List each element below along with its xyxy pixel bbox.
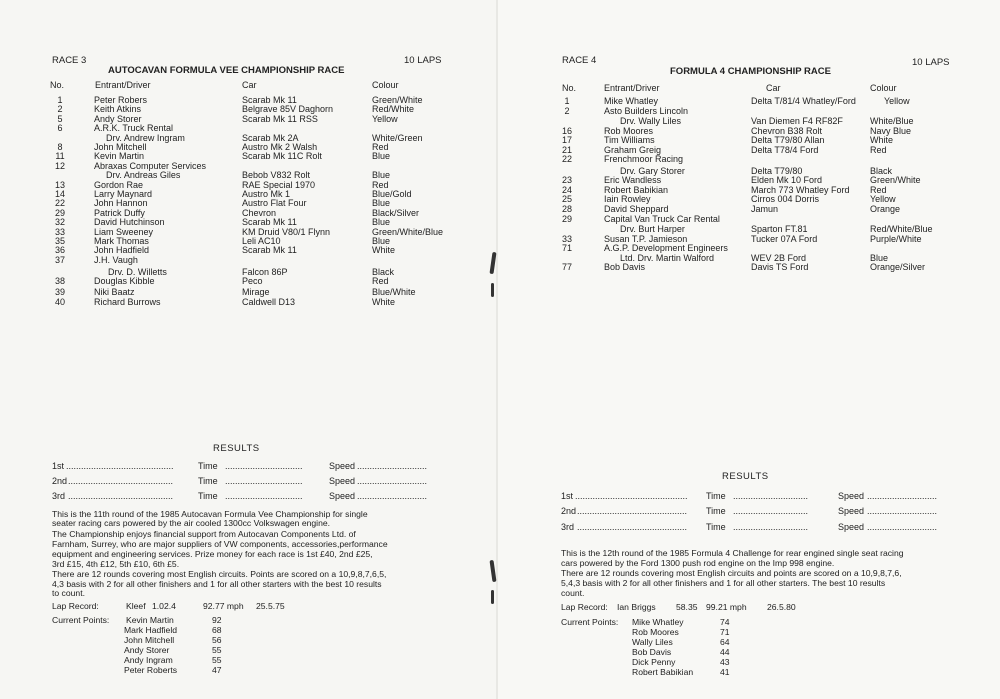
entry-colour: Yellow [884, 96, 910, 106]
lap-record-label: Lap Record: [52, 601, 99, 611]
entry-colour: Red [372, 276, 389, 287]
entry-colour: Red [372, 179, 389, 190]
result-time-label: Time [706, 522, 726, 532]
entry-no: 13 [54, 179, 65, 190]
result-time-field[interactable]: ............................... [225, 461, 303, 471]
entry-no: 33 [54, 226, 65, 237]
points-value: 55 [212, 645, 222, 655]
entry-car: Davis TS Ford [751, 262, 809, 273]
entry-entrant: Iain Rowley [604, 194, 651, 205]
entry-entrant: Susan T.P. Jamieson [604, 233, 688, 244]
result-speed-label: Speed [838, 522, 865, 532]
entry-entrant: John Mitchell [94, 142, 147, 152]
entry-colour: Black [870, 165, 893, 176]
lap-record-speed: 92.77 mph [203, 601, 244, 611]
entry-colour: Blue [372, 151, 391, 162]
points-value: 74 [720, 617, 730, 627]
entry-list [497, 96, 1000, 276]
points-value: 55 [212, 655, 222, 665]
entry-entrant: Capital Van Truck Car Rental [604, 213, 720, 224]
col-header-car: Car [766, 83, 781, 93]
entry-car: Bebob V832 Rolt [242, 170, 311, 181]
description-line: 5,4,3 basis with 2 for all other finishers and 1 for all other starters. The best 10 results [561, 578, 886, 588]
results-title: RESULTS [722, 471, 769, 482]
lap-record-driver: Ian Briggs [617, 602, 656, 612]
entry-row [497, 135, 1000, 145]
entry-car: Elden Mk 10 Ford [751, 175, 823, 186]
entry-entrant: Bob Davis [604, 262, 646, 273]
result-speed-label: Speed [838, 506, 865, 516]
entry-row [497, 116, 1000, 126]
entry-row [497, 106, 1000, 116]
points-label: Current Points: [561, 617, 619, 627]
entry-car: Austro Flat Four [242, 198, 307, 209]
description-line: equipment and engineering services. Prize money for each race is 1st £40, 2nd £25, [52, 549, 373, 559]
entry-list [0, 95, 497, 315]
entry-no: 40 [54, 296, 65, 307]
result-pos: 2nd [561, 506, 577, 516]
points-value: 44 [720, 647, 730, 657]
entry-no: 22 [561, 154, 572, 165]
entry-colour: Red [870, 184, 887, 195]
lap-record-driver: Kleef [126, 601, 146, 611]
entry-car: Scarab Mk 11C Rolt [242, 151, 322, 162]
entry-row [497, 234, 1000, 244]
entry-row [497, 96, 1000, 106]
entry-entrant: Douglas Kibble [94, 276, 155, 287]
points-name: John Mitchell [124, 635, 175, 645]
entry-no: 39 [54, 286, 65, 297]
points-value: 47 [212, 665, 222, 675]
entry-no: 29 [54, 207, 65, 218]
entry-entrant: Robert Babikian [604, 184, 669, 195]
entry-entrant: Niki Baatz [94, 286, 135, 297]
result-pos: 2nd [52, 476, 68, 486]
result-speed-label: Speed [329, 476, 356, 486]
entry-entrant: Abraxas Computer Services [94, 160, 207, 171]
result-time-field[interactable]: ............................... [225, 491, 303, 501]
entry-no: 1 [564, 96, 570, 106]
entry-colour: Blue/Gold [372, 189, 412, 199]
entry-car: March 773 Whatley Ford [751, 184, 850, 195]
entry-row [497, 166, 1000, 176]
result-time-label: Time [706, 506, 726, 516]
race-title: FORMULA 4 CHAMPIONSHIP RACE [670, 66, 831, 77]
points-name: Robert Babikian [632, 667, 694, 677]
description-line: 3rd £15, 4th £12, 5th £10, 6th £5. [52, 559, 180, 569]
entry-colour: Blue [372, 236, 391, 246]
entry-entrant: David Sheppard [604, 204, 669, 214]
description-line: seater racing cars powered by the air cooled 1300cc Volkswagen engine. [52, 518, 331, 528]
entry-entrant: Mike Whatley [604, 96, 659, 106]
result-name-field[interactable]: .......................................... [68, 491, 174, 501]
entry-entrant: Drv. Andreas Giles [106, 170, 181, 181]
entry-no: 33 [561, 233, 572, 244]
entry-entrant: Asto Builders Lincoln [604, 105, 689, 116]
entry-row [497, 154, 1000, 164]
entry-entrant: Tim Williams [604, 135, 655, 146]
description-line: cars powered by the Ford 1300 push rod engine on the Imp 998 engine. [561, 558, 835, 568]
result-time-label: Time [198, 491, 218, 501]
race-label: RACE 3 [52, 55, 87, 66]
entry-colour: Green/White [372, 95, 423, 105]
entry-no: 8 [57, 142, 63, 152]
entry-entrant: Drv. D. Willetts [108, 267, 167, 277]
entry-entrant: J.H. Vaugh [94, 254, 138, 265]
result-speed-label: Speed [329, 461, 356, 471]
points-name: Peter Roberts [124, 665, 178, 675]
entry-car: Chevron [242, 207, 277, 218]
entry-car: Delta T79/80 Allan [751, 135, 825, 146]
results-title: RESULTS [213, 443, 260, 454]
entry-entrant: Andy Storer [94, 113, 142, 124]
lap-record-date: 25.5.75 [256, 601, 285, 611]
points-value: 64 [720, 637, 730, 647]
entry-colour: Navy Blue [870, 125, 912, 136]
entry-no: 12 [54, 160, 65, 171]
entry-entrant: Graham Greig [604, 144, 662, 155]
entry-car: Mirage [242, 286, 270, 297]
entry-colour: Purple/White [870, 233, 922, 244]
entry-entrant: Drv. Gary Storer [620, 165, 685, 176]
entry-colour: Green/White [870, 175, 921, 186]
col-header-colour: Colour [372, 80, 399, 90]
description-line: There are 12 rounds covering most English circuits and points are scored on a 10,9,8,7,6, [561, 568, 902, 578]
entry-no: 17 [561, 135, 572, 146]
result-name-field[interactable]: ............................................ [577, 506, 688, 516]
entry-row [497, 262, 1000, 272]
points-value: 56 [212, 635, 222, 645]
entry-no: 38 [54, 276, 65, 287]
entry-car: Belgrave 85V Daghorn [242, 104, 334, 115]
entry-row [497, 224, 1000, 234]
entry-row [497, 214, 1000, 224]
points-name: Wally Liles [632, 637, 673, 647]
entry-car: WEV 2B Ford [751, 253, 807, 263]
entry-colour: Blue [870, 253, 889, 263]
entry-no: 16 [561, 125, 572, 136]
entry-row [0, 276, 497, 286]
entry-entrant: A.G.P. Development Engineers [604, 243, 728, 254]
entry-entrant: John Hannon [94, 198, 148, 209]
result-speed-field[interactable]: ............................ [357, 491, 428, 501]
entry-row [0, 255, 497, 265]
entry-no: 25 [561, 194, 572, 205]
entry-colour: Blue [372, 198, 391, 209]
description-line: This is the 12th round of the 1985 Formula 4 Challenge for rear engined single seat racing [561, 548, 904, 558]
points-value: 41 [720, 667, 730, 677]
col-header-car: Car [242, 80, 257, 90]
description-line: The Championship enjoys financial support from Autocavan Components Ltd. of [52, 529, 356, 539]
entry-car: Delta T78/4 Ford [751, 144, 819, 155]
entry-colour: Red [870, 144, 887, 155]
entry-no: 2 [564, 105, 570, 116]
lap-record-label: Lap Record: [561, 602, 608, 612]
entry-no: 22 [54, 198, 65, 209]
entry-colour: Black [372, 267, 395, 277]
entry-entrant: A.R.K. Truck Rental [94, 123, 174, 134]
entry-colour: Blue [372, 170, 391, 181]
entry-car: Scarab Mk 11 [242, 245, 297, 256]
points-name: Mike Whatley [632, 617, 684, 627]
points-name: Dick Penny [632, 657, 676, 667]
entry-car: Falcon 86P [242, 267, 288, 277]
entry-no: 35 [54, 236, 65, 246]
col-header-colour: Colour [870, 83, 897, 93]
entry-entrant: Ltd. Drv. Martin Walford [620, 253, 715, 263]
result-speed-field[interactable]: ............................ [357, 461, 428, 471]
result-pos: 3rd [52, 491, 66, 501]
result-name-field[interactable]: ........................................... [66, 461, 174, 471]
entry-car: Tucker 07A Ford [751, 233, 818, 244]
result-time-field[interactable]: ............................... [225, 476, 303, 486]
entry-entrant: Kevin Martin [94, 151, 145, 162]
entry-car: Peco [242, 276, 263, 287]
entry-no: 37 [54, 254, 65, 265]
entry-row [497, 243, 1000, 253]
entry-entrant: Gordon Rae [94, 179, 144, 190]
entry-car: Leli AC10 [242, 236, 281, 246]
entry-no: 23 [561, 175, 572, 186]
entry-entrant: Liam Sweeney [94, 226, 154, 237]
laps-label: 10 LAPS [912, 57, 950, 68]
entry-no: 71 [561, 243, 572, 254]
entry-row [0, 297, 497, 307]
lap-record-time: 58.35 [676, 602, 698, 612]
entry-no: 29 [561, 213, 572, 224]
points-value: 92 [212, 615, 222, 625]
result-speed-label: Speed [838, 491, 865, 501]
lap-record-date: 26.5.80 [767, 602, 796, 612]
points-name: Bob Davis [632, 647, 672, 657]
entry-no: 32 [54, 217, 65, 228]
points-name: Kevin Martin [126, 615, 174, 625]
entry-colour: Orange/Silver [870, 262, 926, 273]
lap-record-speed: 99.21 mph [706, 602, 747, 612]
points-name: Mark Hadfield [124, 625, 178, 635]
entry-no: 21 [561, 144, 572, 155]
entry-entrant: Frenchmoor Racing [604, 154, 684, 165]
entry-colour: White [870, 135, 894, 146]
result-name-field[interactable]: ............................................ [577, 522, 688, 532]
col-header-no: No. [50, 80, 65, 90]
description-line: Farnham, Surrey, who are major suppliers of VW components, accessories,performance [52, 539, 388, 549]
entry-car: Caldwell D13 [242, 296, 296, 307]
entry-no: 14 [54, 189, 65, 199]
laps-label: 10 LAPS [404, 55, 442, 66]
entry-colour: Orange [870, 204, 901, 214]
points-value: 43 [720, 657, 730, 667]
entry-car: Scarab Mk 11 [242, 95, 297, 105]
description-line: 4,3 basis with 2 for all other finishers and 1 for all other starters with the best 10 results [52, 579, 382, 589]
entry-car: Delta T79/80 [751, 165, 803, 176]
result-time-field[interactable]: .............................. [733, 506, 809, 516]
entry-entrant: Keith Atkins [94, 104, 142, 115]
entry-colour: White [372, 296, 396, 307]
entry-row [497, 185, 1000, 195]
entry-colour: Red/White [372, 104, 415, 115]
points-name: Rob Moores [632, 627, 679, 637]
entry-no: 6 [57, 123, 63, 134]
description-line: count. [561, 588, 585, 598]
entry-row [497, 145, 1000, 155]
entry-row [0, 287, 497, 297]
entry-entrant: John Hadfield [94, 245, 150, 256]
entry-no: 24 [561, 184, 572, 195]
col-header-entrant: Entrant/Driver [95, 80, 151, 90]
points-name: Andy Ingram [124, 655, 173, 665]
result-name-field[interactable]: ............................................. [575, 491, 688, 501]
entry-colour: White/Green [372, 132, 423, 143]
entry-entrant: Mark Thomas [94, 236, 149, 246]
entry-row [497, 204, 1000, 214]
entry-no: 36 [54, 245, 65, 256]
race-label: RACE 4 [562, 55, 597, 66]
entry-entrant: Larry Maynard [94, 189, 153, 199]
result-speed-field[interactable]: ............................ [867, 506, 938, 516]
entry-car: Austro Mk 1 [242, 189, 291, 199]
description-line: This is the 11th round of the 1985 Autocavan Formula Vee Championship for single [52, 509, 368, 519]
entry-colour: Blue/White [372, 286, 416, 297]
description-line: There are 12 rounds covering most English circuits. Points are scored on a 10,9,8,7,6,5, [52, 569, 387, 579]
entry-entrant: Drv. Burt Harper [620, 224, 685, 234]
result-speed-field[interactable]: ............................ [357, 476, 428, 486]
entry-no: 77 [561, 262, 572, 273]
race-title: AUTOCAVAN FORMULA VEE CHAMPIONSHIP RACE [108, 65, 345, 76]
entry-colour: Yellow [870, 194, 896, 205]
entry-car: Austro Mk 2 Walsh [242, 142, 318, 152]
entry-entrant: Drv. Wally Liles [620, 116, 682, 126]
result-pos: 1st [52, 461, 65, 471]
entry-car: Jamun [751, 204, 779, 214]
entry-entrant: Eric Wandless [604, 175, 662, 186]
entry-car: KM Druid V80/1 Flynn [242, 226, 331, 237]
entry-car: Delta T/81/4 Whatley/Ford [751, 96, 856, 106]
result-time-field[interactable]: .............................. [733, 491, 809, 501]
points-value: 68 [212, 625, 222, 635]
entry-car: RAE Special 1970 [242, 179, 316, 190]
entry-entrant: Patrick Duffy [94, 207, 145, 218]
points-name: Andy Storer [124, 645, 170, 655]
entry-no: 2 [57, 104, 63, 115]
entry-colour: Red/White/Blue [870, 224, 933, 234]
entry-colour: White [372, 245, 396, 256]
entry-car: Scarab Mk 2A [242, 132, 299, 143]
result-time-label: Time [198, 476, 218, 486]
entry-colour: White/Blue [870, 116, 914, 126]
description-line: to count. [52, 588, 85, 598]
staple-mark [491, 590, 494, 604]
entry-entrant: David Hutchinson [94, 217, 165, 228]
entry-no: 1 [57, 95, 63, 105]
entry-car: Sparton FT.81 [751, 224, 808, 234]
entry-colour: Yellow [372, 113, 398, 124]
entry-row [497, 194, 1000, 204]
lap-record-time: 1.02.4 [152, 601, 176, 611]
result-time-label: Time [198, 461, 218, 471]
entry-entrant: Rob Moores [604, 125, 654, 136]
entry-no: 5 [57, 113, 63, 124]
entry-row [497, 126, 1000, 136]
result-time-label: Time [706, 491, 726, 501]
col-header-entrant: Entrant/Driver [604, 83, 660, 93]
entry-entrant: Richard Burrows [94, 296, 161, 307]
entry-car: Scarab Mk 11 RSS [242, 113, 318, 124]
entry-car: Van Diemen F4 RF82F [751, 116, 843, 126]
col-header-no: No. [562, 83, 577, 93]
result-speed-field[interactable]: ............................ [867, 522, 938, 532]
entry-car: Chevron B38 Rolt [751, 125, 823, 136]
points-label: Current Points: [52, 615, 110, 625]
entry-no: 28 [561, 204, 572, 214]
result-speed-field[interactable]: ............................ [867, 491, 938, 501]
entry-colour: Black/Silver [372, 207, 420, 218]
entry-colour: Red [372, 142, 389, 152]
result-name-field[interactable]: .......................................... [68, 476, 174, 486]
entry-no: 11 [55, 151, 65, 162]
result-speed-label: Speed [329, 491, 356, 501]
entry-entrant: Drv. Andrew Ingram [106, 132, 185, 143]
result-time-field[interactable]: .............................. [733, 522, 809, 532]
entry-colour: Blue [372, 217, 391, 228]
entry-colour: Green/White/Blue [372, 226, 444, 237]
entry-row [497, 175, 1000, 185]
entry-car: Cirros 004 Dorris [751, 194, 820, 205]
result-pos: 3rd [561, 522, 575, 532]
result-pos: 1st [561, 491, 574, 501]
entry-entrant: Peter Robers [94, 95, 148, 105]
entry-car: Scarab Mk 11 [242, 217, 297, 228]
points-value: 71 [720, 627, 730, 637]
